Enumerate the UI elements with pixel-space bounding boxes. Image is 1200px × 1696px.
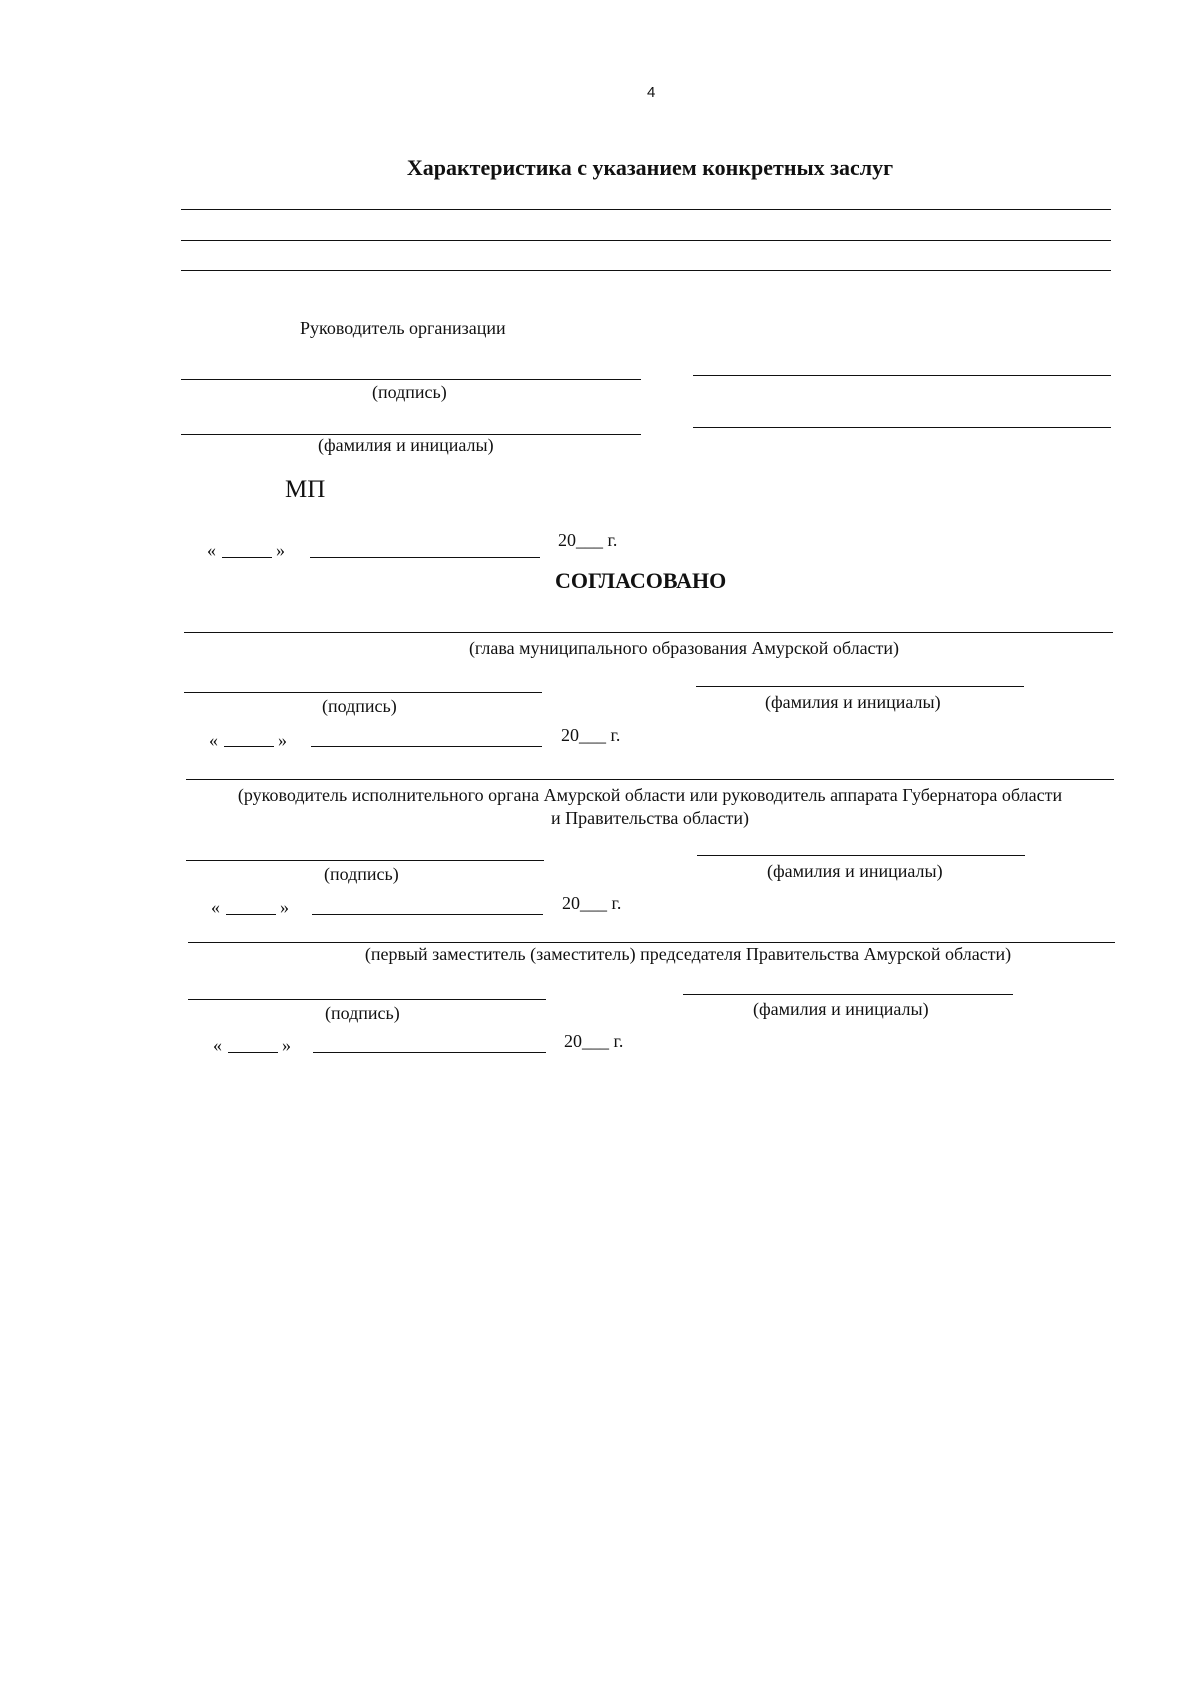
approval-2-date-month-line (312, 914, 543, 915)
approval-1-signature-line (184, 692, 542, 693)
approval-3-role-line (188, 942, 1115, 943)
approval-2-role-caption-line-1: (руководитель исполнительного органа Амурской области или руководитель аппарата Губернатора области (237, 785, 1063, 805)
document-title: Характеристика с указанием конкретных заслуг (406, 155, 894, 180)
head-signature-caption: (подпись) (372, 382, 447, 402)
approval-2-name-caption: (фамилия и инициалы) (767, 861, 943, 881)
approval-3-date-day-line (228, 1052, 278, 1053)
page-number: 4 (647, 84, 656, 101)
approval-3-date-close-quote: » (282, 1035, 291, 1055)
head-extra-line-2 (693, 427, 1111, 428)
approval-2-signature-caption: (подпись) (324, 864, 399, 884)
approval-1-name-line (696, 686, 1024, 687)
head-date-day-line (222, 557, 272, 558)
head-name-caption: (фамилия и инициалы) (318, 435, 494, 455)
approval-1-date-month-line (311, 746, 542, 747)
approval-1-date-day-line (224, 746, 274, 747)
head-date-close-quote: » (276, 540, 285, 560)
head-of-org-label: Руководитель организации (300, 318, 506, 338)
approval-3-name-line (683, 994, 1013, 995)
approval-1-date-open-quote: « (209, 730, 218, 750)
approval-heading: СОГЛАСОВАНО (555, 568, 727, 593)
approval-1-name-caption: (фамилия и инициалы) (765, 692, 941, 712)
approval-1-signature-caption: (подпись) (322, 696, 397, 716)
approval-3-role-caption: (первый заместитель (заместитель) председателя Правительства Амурской области) (364, 944, 1012, 964)
approval-3-signature-line (188, 999, 546, 1000)
characteristic-line-3 (181, 270, 1111, 271)
head-date-year: 20___ г. (558, 530, 618, 550)
stamp-mark: МП (285, 476, 326, 503)
characteristic-line-2 (181, 240, 1111, 241)
approval-2-signature-line (186, 860, 544, 861)
approval-2-date-close-quote: » (280, 897, 289, 917)
approval-2-date-day-line (226, 914, 276, 915)
approval-2-date-year: 20___ г. (562, 893, 622, 913)
approval-3-date-open-quote: « (213, 1035, 222, 1055)
approval-3-name-caption: (фамилия и инициалы) (753, 999, 929, 1019)
head-date-month-line (310, 557, 540, 558)
approval-2-name-line (697, 855, 1025, 856)
approval-1-role-line (184, 632, 1113, 633)
approval-3-date-month-line (313, 1052, 546, 1053)
head-signature-line (181, 379, 641, 380)
head-date-open-quote: « (207, 540, 216, 560)
approval-1-date-close-quote: » (278, 730, 287, 750)
approval-3-date-year: 20___ г. (564, 1031, 624, 1051)
approval-1-role-caption: (глава муниципального образования Амурской области) (468, 638, 900, 658)
approval-1-date-year: 20___ г. (561, 725, 621, 745)
approval-3-signature-caption: (подпись) (325, 1003, 400, 1023)
approval-2-date-open-quote: « (211, 897, 220, 917)
head-extra-line-1 (693, 375, 1111, 376)
characteristic-line-1 (181, 209, 1111, 210)
approval-2-role-line (186, 779, 1114, 780)
approval-2-role-caption-line-2: и Правительства области) (550, 808, 750, 828)
